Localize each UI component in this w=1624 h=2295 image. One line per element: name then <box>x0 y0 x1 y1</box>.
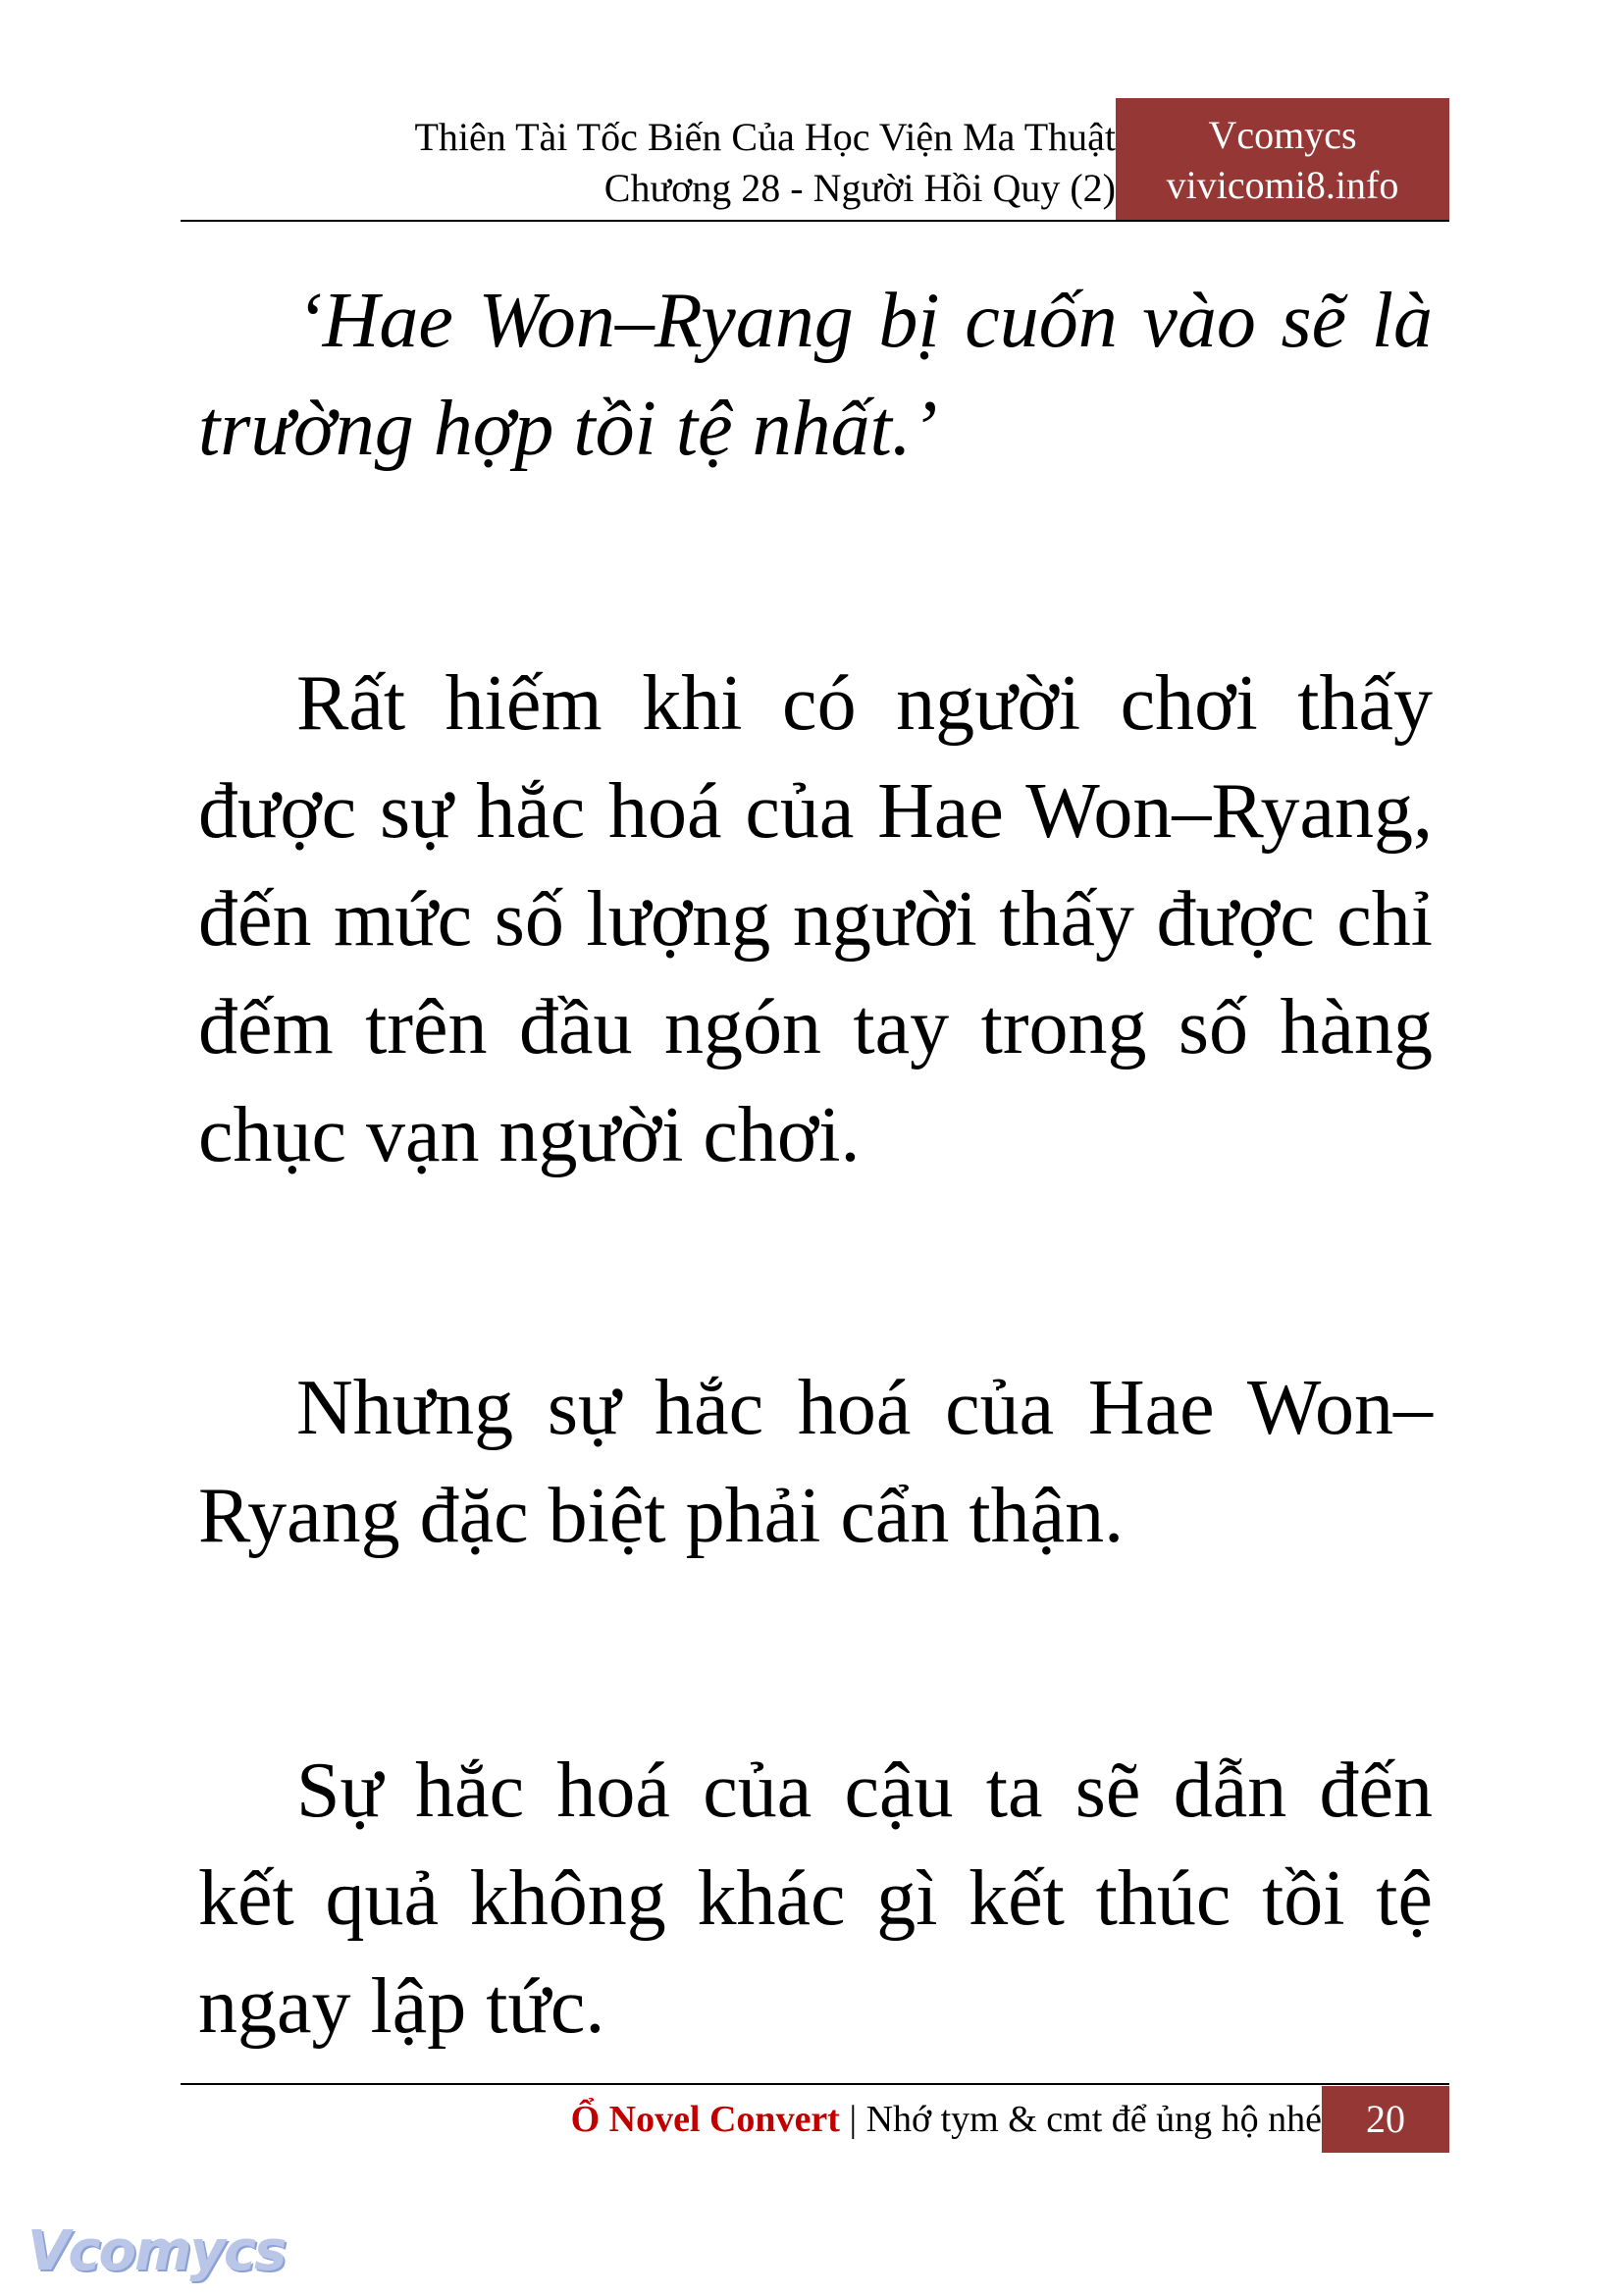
footer-brand: Ổ Novel Convert <box>570 2099 840 2140</box>
header-titles <box>415 112 1117 214</box>
paragraph-1 <box>198 267 1433 483</box>
footer-message: Nhớ tym & cmt để ủng hộ nhé <box>865 2099 1322 2140</box>
paragraph-text: Rất hiếm khi có người chơi thấy được sự hắc hoá của Hae Won–Ryang, đến mức số lượng người thấy được chỉ đếm trên đầu ngón tay trong số hàng chục vạn người chơi. <box>198 660 1433 1178</box>
book-title: Thiên Tài Tốc Biến Của Học Viện Ma Thuật <box>414 115 1116 159</box>
chapter-title: Chương 28 - Người Hồi Quy (2) <box>603 166 1116 210</box>
footer-divider <box>181 2083 1449 2085</box>
paragraph-text: Nhưng sự hắc hoá của Hae Won–Ryang đặc biệt phải cẩn thận. <box>198 1365 1433 1559</box>
page-footer <box>181 2086 1449 2153</box>
watermark-logo: Vcomycs <box>27 2219 286 2283</box>
footer-separator: | <box>849 2099 858 2140</box>
paragraph-3 <box>198 1354 1433 1570</box>
header-divider <box>181 220 1449 222</box>
page-header <box>181 98 1449 220</box>
site-name: Vcomycs <box>1208 113 1357 157</box>
paragraph-text: ‘Hae Won–Ryang bị cuốn vào sẽ là trường hợp tồi tệ nhất.’ <box>198 278 1433 472</box>
site-badge <box>1116 98 1449 220</box>
paragraph-4 <box>198 1737 1433 2060</box>
paragraph-text: Sự hắc hoá của cậu ta sẽ dẫn đến kết quả không khác gì kết thúc tồi tệ ngay lập tức. <box>198 1747 1433 2050</box>
paragraph-2 <box>198 650 1433 1189</box>
page-number: 20 <box>1322 2086 1449 2153</box>
footer-text <box>571 2094 1322 2145</box>
site-url: vivicomi8.info <box>1166 163 1399 207</box>
